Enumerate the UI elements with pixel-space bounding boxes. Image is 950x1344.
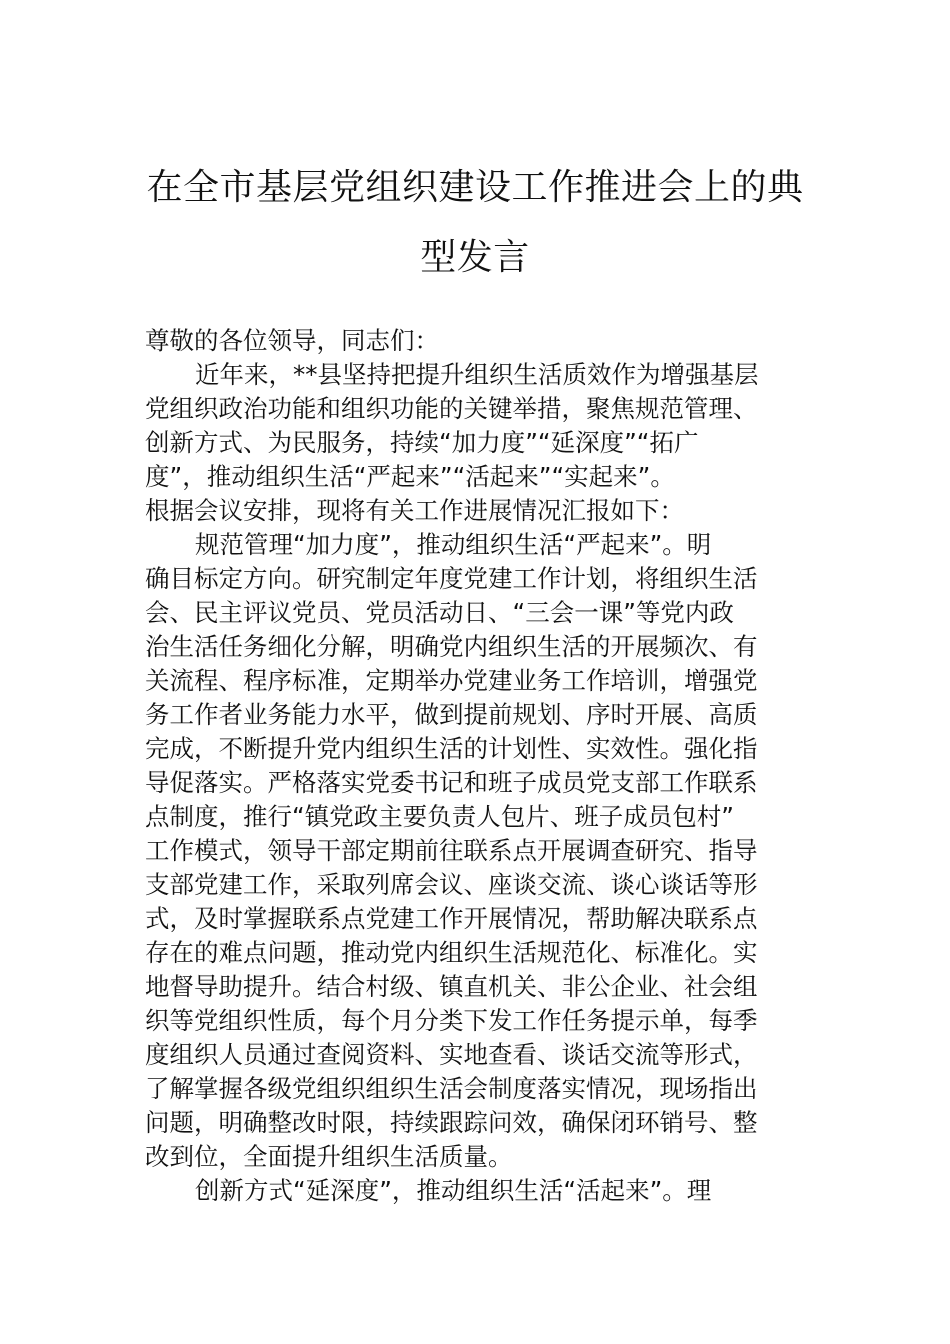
paragraph-1-line: 根据会议安排，现将有关工作进展情况汇报如下： xyxy=(145,496,684,525)
document-body xyxy=(145,324,810,1208)
paragraph-2-line: 点制度，推行“镇党政主要负责人包片、班子成员包村” xyxy=(145,802,734,831)
paragraph-2-line: 织等党组织性质，每个月分类下发工作任务提示单，每季 xyxy=(145,1006,758,1035)
paragraph-2-line: 度组织人员通过查阅资料、实地查看、谈话交流等形式， xyxy=(145,1040,758,1069)
paragraph-1-line: 创新方式、为民服务，持续“加力度”“延深度”“拓广 xyxy=(145,428,699,457)
paragraph-2-line: 地督导助提升。结合村级、镇直机关、非公企业、社会组 xyxy=(145,972,758,1001)
paragraph-1-line: 党组织政治功能和组织功能的关键举措，聚焦规范管理、 xyxy=(145,394,758,423)
paragraph-2-line: 导促落实。严格落实党委书记和班子成员党支部工作联系 xyxy=(145,768,758,797)
salutation: 尊敬的各位领导，同志们： xyxy=(145,326,439,355)
paragraph-2-line: 式，及时掌握联系点党建工作开展情况，帮助解决联系点 xyxy=(145,904,758,933)
paragraph-1-line: 近年来，**县坚持把提升组织生活质效作为增强基层 xyxy=(195,360,759,389)
paragraph-1-line: 度”，推动组织生活“严起来”“活起来”“实起来”。 xyxy=(145,462,675,491)
paragraph-2-line: 确目标定方向。研究制定年度党建工作计划，将组织生活 xyxy=(145,564,758,593)
paragraph-2-line: 会、民主评议党员、党员活动日、“三会一课”等党内政 xyxy=(145,598,734,627)
paragraph-2-line: 务工作者业务能力水平，做到提前规划、序时开展、高质 xyxy=(145,700,758,729)
paragraph-3-line: 创新方式“延深度”，推动组织生活“活起来”。理 xyxy=(195,1176,712,1205)
paragraph-2-line: 了解掌握各级党组织组织生活会制度落实情况，现场指出 xyxy=(145,1074,758,1103)
document-title-line-1: 在全市基层党组织建设工作推进会上的典 xyxy=(146,167,804,208)
paragraph-2-line: 支部党建工作，采取列席会议、座谈交流、谈心谈话等形 xyxy=(145,870,758,899)
paragraph-2-line: 问题，明确整改时限，持续跟踪问效，确保闭环销号、整 xyxy=(145,1108,758,1137)
paragraph-2-line: 改到位，全面提升组织生活质量。 xyxy=(145,1142,513,1171)
paragraph-2-line: 关流程、程序标准，定期举办党建业务工作培训，增强党 xyxy=(145,666,758,695)
paragraph-2-line: 规范管理“加力度”，推动组织生活“严起来”。明 xyxy=(195,530,712,559)
document-title-line-2: 型发言 xyxy=(420,237,530,278)
paragraph-2-line: 存在的难点问题，推动党内组织生活规范化、标准化。实 xyxy=(145,938,758,967)
paragraph-2-line: 工作模式，领导干部定期前往联系点开展调查研究、指导 xyxy=(145,836,758,865)
paragraph-2-line: 治生活任务细化分解，明确党内组织生活的开展频次、有 xyxy=(145,632,758,661)
paragraph-2-line: 完成，不断提升党内组织生活的计划性、实效性。强化指 xyxy=(145,734,758,763)
